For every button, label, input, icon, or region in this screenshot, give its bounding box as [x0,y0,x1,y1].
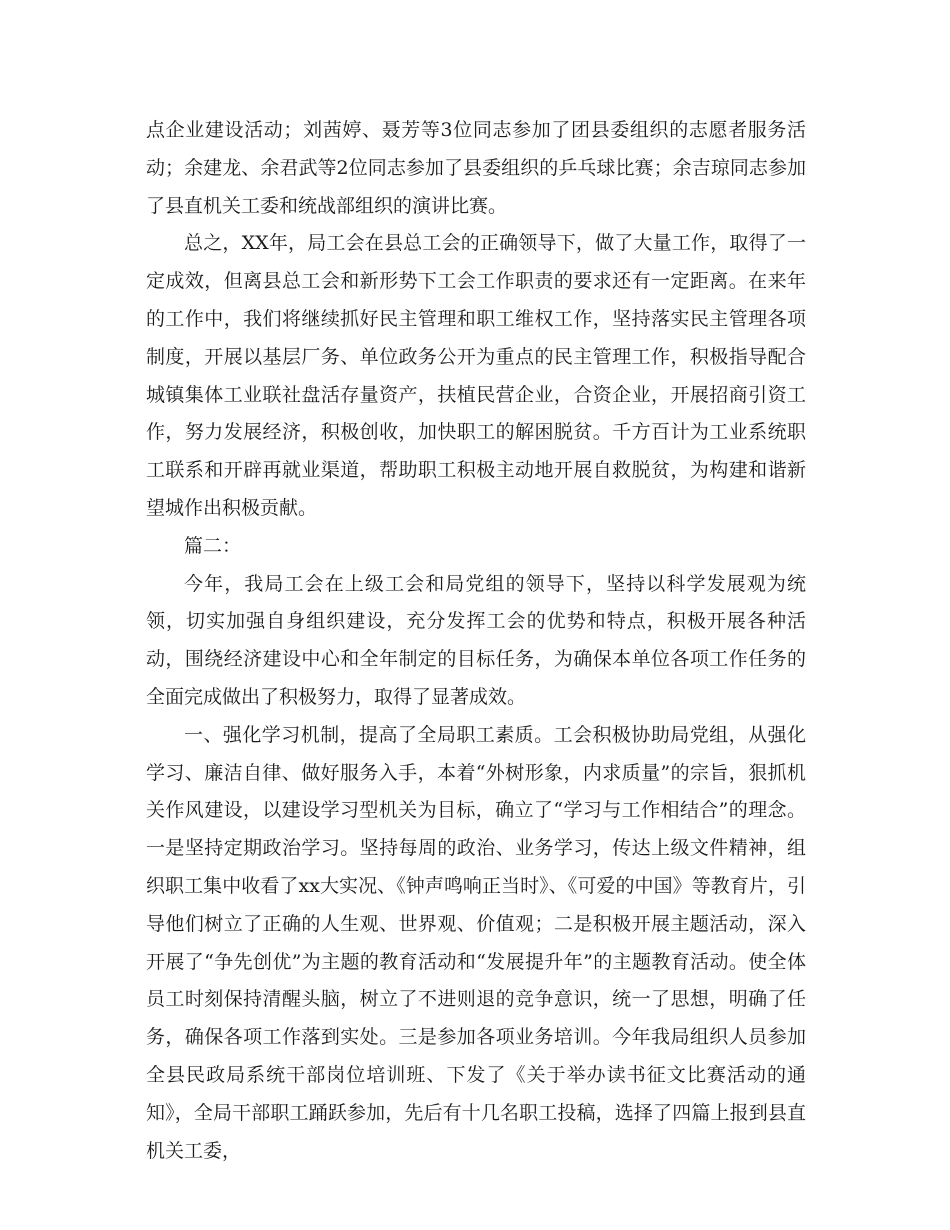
paragraph-summary: 总之，XX年，局工会在县总工会的正确领导下，做了大量工作，取得了一定成效，但离县总工会和新形势下工会工作职责的要求还有一定距离。在来年的工作中，我们将继续抓好民主管理和职工维权工作，坚持落实民主管理各项制度，开展以基层厂务、单位政务公开为重点的民主管理工作，积极指导配合城镇集体工业联社盘活存量资产，扶植民营企业，合资企业，开展招商引资工作，努力发展经济，积极创收，加快职工的解困脱贫。千方百计为工业系统职工联系和开辟再就业渠道，帮助职工积极主动地开展自救脱贫，为构建和谐新望城作出积极贡献。 [146,232,806,519]
paragraph-activities-continued: 点企业建设活动；刘茜婷、聂芳等3位同志参加了团县委组织的志愿者服务活动；余建龙、余君武等2位同志参加了县委组织的乒乓球比赛；余吉琼同志参加了县直机关工委和统战部组织的演讲比赛。 [146,119,806,217]
section-heading-part-two: 篇二： [184,534,242,557]
paragraph-study-mechanism: 一、强化学习机制，提高了全局职工素质。工会积极协助局党组，从强化学习、廉洁自律、做好服务入手，本着“外树形象，内求质量”的宗旨，狠抓机关作风建设，以建设学习型机关为目标，确立了“学习与工作相结合”的理念。一是坚持定期政治学习。坚持每周的政治、业务学习，传达上级文件精神，组织职工集中收看了xx大实况、《钟声鸣响正当时》、《可爱的中国》等教育片，引导他们树立了正确的人生观、世界观、价值观；二是积极开展主题活动，深入开展了“争先创优”为主题的教育活动和“发展提升年”的主题教育活动。使全体员工时刻保持清醒头脑，树立了不进则退的竞争意识，统一了思想，明确了任务，确保各项工作落到实处。三是参加各项业务培训。今年我局组织人员参加全县民政局系统干部岗位培训班、下发了《关于举办读书征文比赛活动的通知》，全局干部职工踊跃参加，先后有十几名职工投稿，选择了四篇上报到县直机关工委， [146,723,806,1162]
paragraph-intro: 今年，我局工会在上级工会和局党组的领导下，坚持以科学发展观为统领，切实加强自身组织建设，充分发挥工会的优势和特点，积极开展各种活动，围绕经济建设中心和全年制定的目标任务，为确保本单位各项工作任务的全面完成做出了积极努力，取得了显著成效。 [146,572,806,708]
document-body [146,112,806,1170]
